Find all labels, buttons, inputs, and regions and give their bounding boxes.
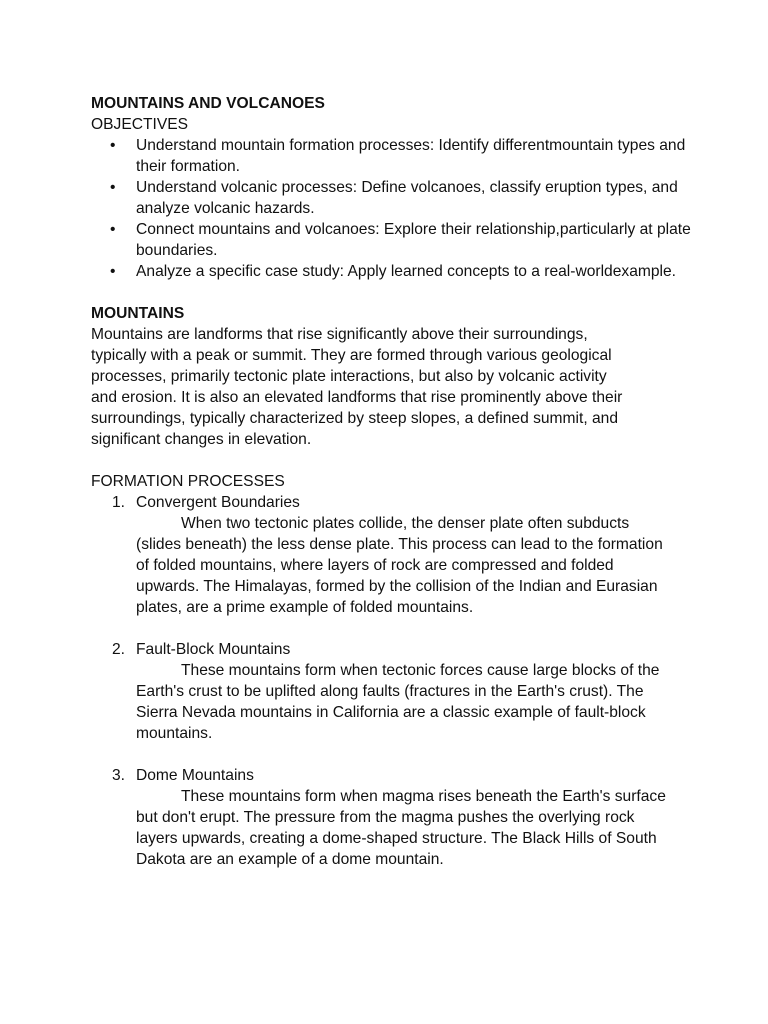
objective-text: Analyze a specific case study: Apply learned concepts to a real-worldexample. bbox=[136, 263, 677, 280]
bullet-icon: • bbox=[110, 221, 116, 238]
document-page bbox=[91, 93, 691, 870]
process-description-text: These mountains form when tectonic forces cause large blocks of the Earth's crust to be uplifted along faults (fractures in the Earth's crust). The Sierra Nevada mountains in California are a classic example of fault-block mountains. bbox=[136, 662, 660, 742]
process-name: Convergent Boundaries bbox=[136, 494, 300, 511]
process-spacer bbox=[136, 744, 691, 765]
mountains-paragraph: Mountains are landforms that rise significantly above their surroundings, typically with a peak or summit. They are formed through various geological processes, primarily tectonic plate interactions, but also by volcanic activity and erosion. It is also an elevated landforms that rise prominently above their surroundings, typically characterized by steep slopes, a defined summit, and significant changes in elevation. bbox=[91, 326, 623, 448]
process-number: 1. bbox=[112, 494, 126, 511]
document-title: MOUNTAINS AND VOLCANOES bbox=[91, 95, 325, 112]
spacer bbox=[91, 450, 691, 471]
objectives-list bbox=[91, 135, 691, 282]
process-name: Fault-Block Mountains bbox=[136, 641, 291, 658]
process-item bbox=[112, 765, 691, 870]
process-description-text: These mountains form when magma rises beneath the Earth's surface but don't erupt. The pressure from the magma pushes the overlying rock layers upwards, creating a dome-shaped structure. The Black Hills of South Dakota are an example of a dome mountain. bbox=[136, 788, 666, 868]
objective-item bbox=[110, 177, 691, 219]
bullet-icon: • bbox=[110, 179, 116, 196]
objective-item bbox=[110, 135, 691, 177]
process-item bbox=[112, 492, 691, 618]
process-item bbox=[112, 639, 691, 744]
objective-text: Understand volcanic processes: Define volcanoes, classify eruption types, and analyze volcanic hazards. bbox=[136, 179, 678, 217]
formation-heading: FORMATION PROCESSES bbox=[91, 473, 285, 490]
process-number: 3. bbox=[112, 767, 126, 784]
mountains-heading: MOUNTAINS bbox=[91, 305, 185, 322]
process-name: Dome Mountains bbox=[136, 767, 254, 784]
process-description bbox=[136, 513, 671, 618]
bullet-icon: • bbox=[110, 263, 116, 280]
process-number: 2. bbox=[112, 641, 126, 658]
objective-item bbox=[110, 219, 691, 261]
process-spacer bbox=[136, 618, 691, 639]
process-description-text: When two tectonic plates collide, the denser plate often subducts (slides beneath) the less dense plate. This process can lead to the formation of folded mountains, where layers of rock are compressed and folded upwards. The Himalayas, formed by the collision of the Indian and Eurasian plates, are a prime example of folded mountains. bbox=[136, 515, 663, 616]
spacer bbox=[91, 282, 691, 303]
objectives-heading: OBJECTIVES bbox=[91, 116, 189, 133]
process-description bbox=[136, 786, 671, 870]
objective-text: Connect mountains and volcanoes: Explore their relationship,particularly at plate boundaries. bbox=[136, 221, 691, 259]
processes-list bbox=[91, 492, 691, 870]
objective-item bbox=[110, 261, 691, 282]
process-description bbox=[136, 660, 671, 744]
bullet-icon: • bbox=[110, 137, 116, 154]
objective-text: Understand mountain formation processes: Identify differentmountain types and their formation. bbox=[136, 137, 686, 175]
